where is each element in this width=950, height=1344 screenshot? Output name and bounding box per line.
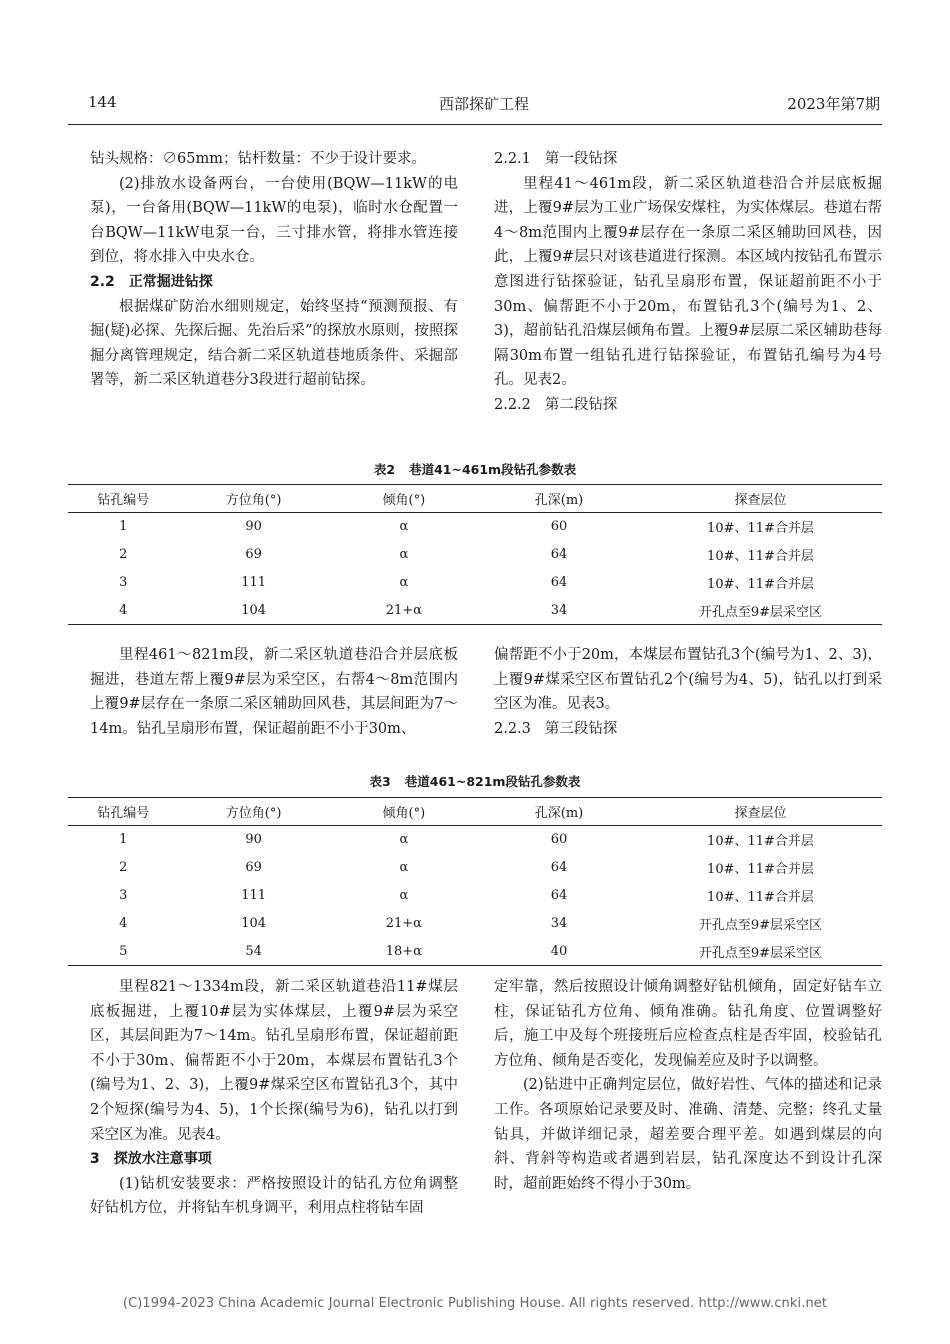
table-cell: 5: [68, 937, 179, 965]
running-header: [88, 93, 880, 117]
table-label: 表2: [373, 462, 396, 477]
subsection-number: 2.2.2: [494, 396, 531, 413]
subsection-title: 第一段钻探: [544, 151, 618, 167]
table-3-caption: [0, 772, 950, 790]
table-cell: 10#、11#合并层: [707, 862, 814, 878]
table-label: 表3: [369, 774, 391, 789]
subsection-number: 2.2.3: [494, 720, 531, 737]
table-cell: 21+α: [385, 915, 422, 931]
page-number: 144: [88, 93, 117, 111]
column-header: 钻孔编号: [68, 485, 179, 513]
subsection-title: 第三段钻探: [544, 720, 618, 737]
column-header: 倾角(°): [329, 485, 479, 513]
journal-name: 西部探矿工程: [438, 95, 529, 113]
table-row: [68, 909, 882, 937]
table-cell: 开孔点至9#层采空区: [639, 596, 882, 624]
table-row: [68, 937, 882, 965]
table-row: [68, 541, 882, 569]
column-header: 方位角(°): [179, 798, 329, 826]
table-cell: 34: [550, 915, 568, 931]
table-2-caption: [0, 460, 950, 478]
table-cell: 4: [68, 596, 179, 624]
subsection-title: 第二段钻探: [544, 396, 618, 413]
paragraph-rig-installation-cont: 定牢靠，然后按照设计倾角调整好钻机倾角，固定好钻车立柱，保证钻孔方位角、倾角准确。钻孔角度、位置调整好后，施工中及每个班接班后应检查点柱是否牢固，校验钻孔方位角、倾角是否变化，发现偏差应及时予以调整。: [494, 979, 882, 1069]
column-header: 方位角(°): [179, 485, 329, 513]
table-cell: 60: [550, 832, 568, 848]
table-cell: 开孔点至9#层采空区: [639, 937, 882, 965]
paragraph-layer-judgement: (2)钻进中正确判定层位，做好岩性、气体的描述和记录工作。各项原始记录要及时、准确、清楚、完整；终孔丈量钻具，并做详细记录，超差要合理平差。如遇到煤层的向斜、背斜等构造或者遇到岩层，钻孔深度达不到设计孔深时，超前距始终不得小于30m。: [494, 1077, 882, 1192]
table-cell: α: [399, 547, 409, 563]
column-header: 探查层位: [639, 485, 882, 513]
table-row: [68, 513, 882, 541]
table-title: 巷道41~461m段钻孔参数表: [409, 462, 577, 477]
copyright-footer: (C)1994-2023 China Academic Journal Electronic Publishing House. All rights reserved. http://www.cnki.net: [122, 1296, 828, 1311]
table-cell: 64: [550, 860, 568, 876]
table-cell: 1: [119, 832, 128, 848]
issue-label: 2023年第7期: [787, 95, 880, 113]
table-header-row: [68, 798, 882, 826]
table-cell: 3: [119, 574, 128, 590]
table-cell: 10#、11#合并层: [707, 521, 814, 537]
left-column-top: [90, 147, 458, 393]
table-cell: 111: [241, 887, 267, 903]
table-row: [68, 826, 882, 854]
table-cell: α: [399, 887, 409, 903]
column-header: 孔深(m): [479, 798, 639, 826]
table-cell: 10#、11#合并层: [707, 889, 814, 905]
right-column-mid: [494, 643, 882, 741]
table-cell: 18+α: [329, 937, 479, 965]
subsection-heading-2-2-2: [494, 393, 882, 418]
paragraph-second-section-cont: 偏帮距不小于20m，本煤层布置钻孔3个(编号为1、2、3)，上覆9#煤采空区布置钻孔2个(编号为4、5)，钻孔以打到采空区为准。见表3。: [494, 647, 882, 713]
table-title: 巷道461~821m段钻孔参数表: [404, 774, 581, 789]
table-cell: 34: [479, 596, 639, 624]
table-cell: α: [399, 574, 409, 590]
table-cell: 2: [119, 547, 128, 563]
section-title: 探放水注意事项: [113, 1151, 212, 1168]
section-heading-3: [90, 1147, 458, 1172]
table-cell: 104: [241, 915, 267, 931]
table-row: [68, 882, 882, 910]
table-cell: 64: [550, 547, 568, 563]
header-rule: [68, 124, 882, 125]
section-title: 正常掘进钻探: [128, 273, 213, 290]
table-cell: 4: [119, 915, 128, 931]
table-cell: 90: [245, 519, 262, 535]
paragraph-drainage-equipment: (2)排放水设备两台，一台使用(BQW—11kW的电泵)，一台备用(BQW—11kW的电泵)，临时水仓配置一台BQW—11kW电泵一台，三寸排水管，将排水管连接到位，将水排入中央水仓。: [90, 175, 458, 266]
table-cell: 64: [550, 887, 568, 903]
section-number: 3: [90, 1151, 100, 1168]
paragraph-drilling-principle: 根据煤矿防治水细则规定，始终坚持“预测预报、有掘(疑)必探、先探后掘、先治后采”的探放水原则，按照探掘分离管理规定，结合新二采区轨道巷地质条件、采掘部署等，新二采区轨道巷分3段进行超前钻探。: [90, 298, 458, 389]
table-cell: α: [399, 832, 409, 848]
table-cell: 54: [179, 937, 329, 965]
table-cell: 开孔点至9#层采空区: [698, 917, 823, 933]
table-cell: 111: [241, 574, 267, 590]
table-cell: 64: [550, 574, 568, 590]
column-header: 钻孔编号: [68, 798, 179, 826]
table-cell: 90: [245, 832, 262, 848]
subsection-number: 2.2.1: [494, 151, 531, 167]
table-row: [68, 596, 882, 624]
section-number: 2.2: [90, 273, 115, 290]
table-cell: 1: [119, 519, 128, 535]
column-header: 孔深(m): [479, 485, 639, 513]
table-header-row: [68, 485, 882, 513]
paragraph-rig-installation: (1)钻机安装要求：严格按照设计的钻孔方位角调整好钻机方位，并将钻车机身调平，利用点柱将钻车固: [90, 1175, 458, 1217]
column-header: 探查层位: [639, 798, 882, 826]
paragraph-drill-spec: 钻头规格：∅65mm；钻杆数量：不少于设计要求。: [90, 151, 426, 167]
table-cell: 69: [245, 547, 262, 563]
column-header: 倾角(°): [329, 798, 479, 826]
table-cell: 2: [119, 860, 128, 876]
table-cell: α: [399, 519, 409, 535]
table-3: [68, 797, 882, 966]
table-cell: 21+α: [329, 596, 479, 624]
table-2: [68, 484, 882, 625]
table-cell: 10#、11#合并层: [707, 834, 814, 850]
paragraph-third-section: 里程821～1334m段，新二采区轨道巷沿11#煤层底板掘进，上覆10#层为实体煤层，上覆9#层为采空区，其层间距为7～14m。钻孔呈扇形布置，保证超前距不小于30m、偏帮距不小于20m，本煤层布置钻孔3个(编号为1、2、3)，上覆9#煤采空区布置钻孔3个，其中2个短探(编号为4、5)，1个长探(编号为6)，钻孔以打到采空区为准。见表4。: [90, 979, 458, 1143]
section-heading-2-2: [90, 270, 458, 295]
left-column-bottom: [90, 975, 458, 1221]
table-cell: α: [399, 860, 409, 876]
table-cell: 10#、11#合并层: [707, 549, 814, 565]
table-cell: 69: [245, 860, 262, 876]
right-column-bottom: [494, 975, 882, 1196]
table-row: [68, 569, 882, 597]
table-cell: 40: [479, 937, 639, 965]
table-cell: 104: [179, 596, 329, 624]
paragraph-first-section: 里程41～461m段，新二采区轨道巷沿合并层底板掘进，上覆9#层为工业广场保安煤柱，为实体煤层。巷道右帮4～8m范围内上覆9#层存在一条原二采区辅助回风巷，因此，上覆9#层只对该巷道进行探测。本区域内按钻孔布置示意图进行钻探验证，钻孔呈扇形布置，保证超前距不小于30m、偏帮距不小于20m，布置钻孔3个(编号为1、2、3)，超前钻孔沿煤层倾角布置。上覆9#层原二采区辅助巷每隔30m布置一组钻孔进行钻探验证，布置钻孔编号为4号孔。见表2。: [494, 175, 882, 389]
right-column-top: [494, 147, 882, 418]
table-cell: 10#、11#合并层: [707, 576, 814, 592]
subsection-heading-2-2-3: [494, 717, 882, 742]
subsection-heading-2-2-1: [494, 147, 882, 172]
table-cell: 3: [119, 887, 128, 903]
table-row: [68, 854, 882, 882]
paragraph-second-section: 里程461～821m段，新二采区轨道巷沿合并层底板掘进，巷道左帮上覆9#层为采空区，右帮4～8m范围内上覆9#层存在一条原二采区辅助回风巷，其层间距为7～14m。钻孔呈扇形布置，保证超前距不小于30m、: [90, 647, 458, 737]
table-cell: 60: [550, 519, 568, 535]
left-column-mid: [90, 643, 458, 741]
